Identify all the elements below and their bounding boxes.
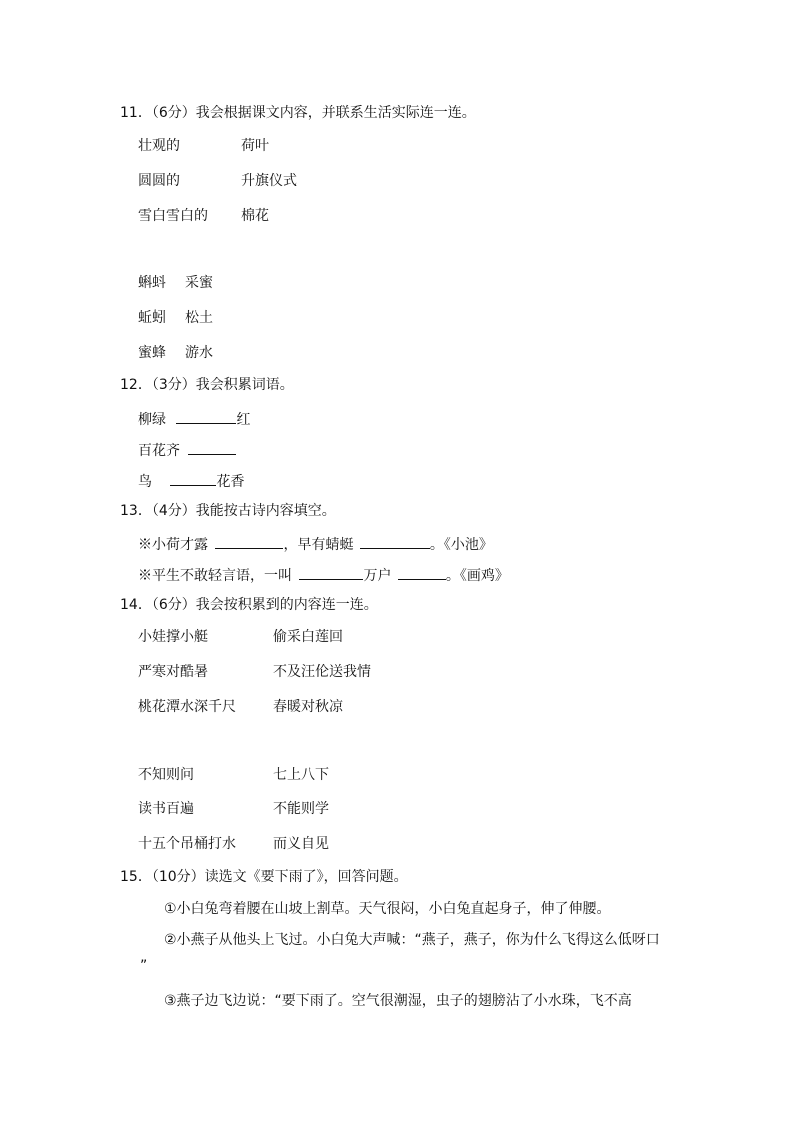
fill-blank[interactable] [360, 533, 430, 549]
q15-heading: 15．（10分）读选文《要下雨了》，回答问题。 [120, 869, 408, 885]
q12-item-1-end: 红 [236, 412, 251, 428]
q13-line-2 [138, 564, 509, 586]
q11-right-3: 棉花 [241, 208, 269, 224]
q12-item-3 [138, 470, 244, 492]
q15-paragraph-3: ③燕子边飞边说：“要下雨了。空气很潮湿，虫子的翅膀沾了小水珠，飞不高 [164, 993, 632, 1009]
fill-blank[interactable] [176, 408, 236, 424]
q13-line-1-c: 。《小池》 [429, 537, 493, 553]
fill-blank[interactable] [398, 564, 446, 580]
q12-item-1-start: 柳绿 [138, 412, 166, 428]
q14-right-5: 不能则学 [273, 801, 329, 817]
q14-right-1: 偷采白莲回 [273, 629, 343, 645]
q14-left-3: 桃花潭水深千尺 [138, 699, 236, 715]
q12-item-2 [138, 439, 236, 461]
q14-right-3: 春暖对秋凉 [273, 699, 343, 715]
q15-paragraph-2: ②小燕子从他头上飞过。小白兔大声喊：“燕子，燕子，你为什么飞得这么低呀口 [164, 932, 660, 948]
q13-line-2-a: ※平生不敢轻言语，一叫 [138, 568, 292, 584]
q12-item-2-start: 百花齐 [138, 443, 180, 459]
q11-left-5: 蚯蚓 [138, 310, 166, 326]
q11-left-1: 壮观的 [138, 138, 180, 154]
fill-blank[interactable] [188, 439, 236, 455]
q14-right-2: 不及汪伦送我情 [273, 664, 371, 680]
q12-heading: 12．（3分）我会积累词语。 [120, 377, 294, 393]
q14-right-4: 七上八下 [273, 767, 329, 783]
q11-right-5: 松土 [185, 310, 213, 326]
q11-left-6: 蜜蜂 [138, 345, 166, 361]
fill-blank[interactable] [170, 470, 216, 486]
q12-item-1 [138, 408, 250, 430]
q14-heading: 14．（6分）我会按积累到的内容连一连。 [120, 597, 378, 613]
q14-left-2: 严寒对酷暑 [138, 664, 208, 680]
q15-paragraph-2-continued: ” [140, 958, 148, 974]
q13-line-1-a: ※小荷才露 [138, 537, 208, 553]
q14-left-4: 不知则问 [138, 767, 194, 783]
q11-left-2: 圆圆的 [138, 173, 180, 189]
q13-line-1 [138, 533, 493, 555]
q14-left-1: 小娃撑小艇 [138, 629, 208, 645]
q13-line-1-b: ，早有蜻蜓 [283, 537, 354, 553]
q11-right-4: 采蜜 [185, 275, 213, 291]
q11-right-6: 游水 [185, 345, 213, 361]
q11-right-1: 荷叶 [241, 138, 269, 154]
q12-item-3-end: 花香 [216, 474, 245, 490]
q14-left-5: 读书百遍 [138, 801, 194, 817]
q12-item-3-start: 鸟 [138, 474, 152, 490]
q13-line-2-b: 万户 [363, 568, 392, 584]
q14-left-6: 十五个吊桶打水 [138, 836, 236, 852]
q11-heading: 11．（6分）我会根据课文内容，并联系生活实际连一连。 [120, 105, 476, 121]
q13-line-2-c: 。《画鸡》 [445, 568, 509, 584]
q14-right-6: 而义自见 [273, 836, 329, 852]
q15-paragraph-1: ①小白兔弯着腰在山坡上割草。天气很闷，小白兔直起身子，伸了伸腰。 [164, 901, 611, 917]
q11-right-2: 升旗仪式 [241, 173, 297, 189]
q11-left-4: 蝌蚪 [138, 275, 166, 291]
fill-blank[interactable] [299, 564, 363, 580]
q11-left-3: 雪白雪白的 [138, 208, 208, 224]
q13-heading: 13．（4分）我能按古诗内容填空。 [120, 503, 336, 519]
fill-blank[interactable] [215, 533, 283, 549]
